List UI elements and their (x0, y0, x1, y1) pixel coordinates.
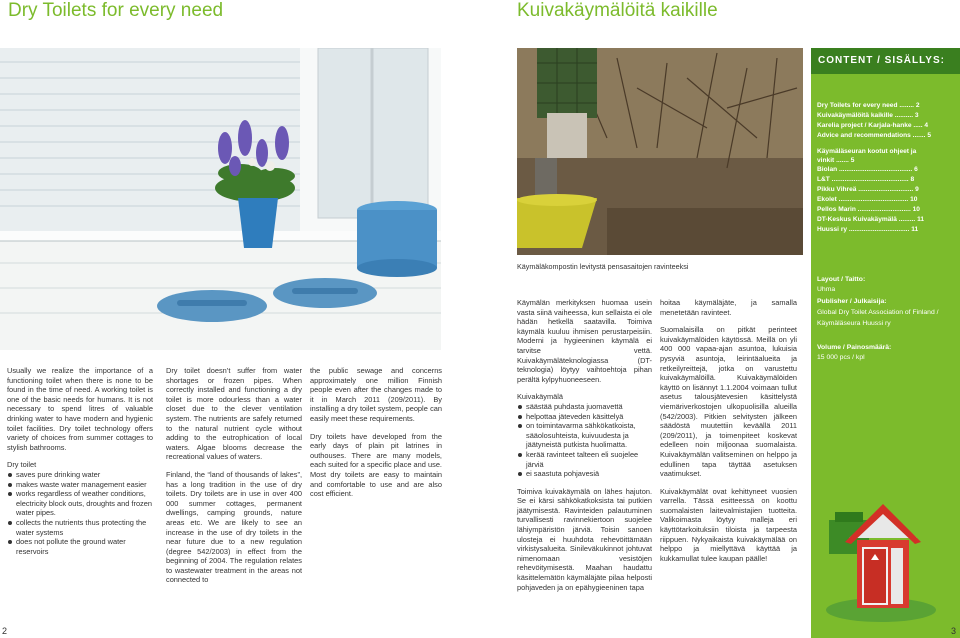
contents-sidebar (811, 48, 960, 638)
list-item: collects the nutrients thus protecting the water systems (7, 518, 153, 537)
publication-info (817, 275, 955, 363)
paragraph: Dry toilet doesn’t suffer from water shortages or frozen pipes. When correctly installed and functioning a dry toilet is more odourless than a water closet due to the clever ventilation system. The nutrients are safely returned to the natural nutrient cycle without adding to the eutrophication of local waters. Algae blooms decrease the recreational values of waters. (166, 366, 302, 462)
toc-item[interactable]: L&T .......................................... 8 (817, 176, 915, 183)
toc-item[interactable]: DT-Keskus Kuivakäymälä ......... 11 (817, 216, 925, 223)
list-intro: Dry toilet (7, 460, 37, 470)
toc-item[interactable]: Biolan ........................................ 6 (817, 166, 918, 173)
list-item: does not pollute the ground water reservoirs (7, 537, 153, 556)
publisher-value: Global Dry Toilet Association of Finland / Käymäläseura Huussi ry (817, 309, 939, 327)
list-item: on toimintavarma sähkökatkoista, sääolosuhteista, kuivuudesta ja jäätyneistä putkista huolimatta. (517, 421, 652, 450)
benefits-list (7, 470, 153, 556)
toc-item[interactable]: Huussi ry ................................. 11 (817, 226, 919, 233)
list-item: säästää puhdasta juomavettä (517, 402, 652, 412)
text-column-1 (7, 366, 153, 556)
text-column-3 (310, 366, 442, 507)
list-item: makes waste water management easier (7, 480, 153, 490)
toc-item[interactable]: Pikku Vihreä .............................. 9 (817, 186, 919, 193)
paragraph: Dry toilets have developed from the early days of plain pit latrines in outhouses. There are many models, each suited for a specific place and use. Most dry toilets are easy to maintain and comfortable to use and are also cost efficient. (310, 431, 442, 499)
benefits-list (517, 402, 652, 479)
text-column-5 (660, 298, 797, 571)
list-item: works regardless of weather conditions, electricity block outs, droughts and frozen water pipes. (7, 489, 153, 518)
photo-caption: Käymäläkompostin levitystä pensasaitojen ravinteeksi (517, 262, 689, 271)
toc-item[interactable]: Dry Toilets for every need ........ 2 (817, 102, 920, 109)
paragraph: Käymälän merkityksen huomaa usein vasta siinä vaiheessa, kun sellaista ei ole hädän hetkellä saatavilla. Toimiva käymälä kuuluu ihmisen perustarpeisiin. Moderni ja hygieeninen käymälä ei tarvitse vettä. Kuivakäymäläteknologiassa (DT- teknologia) löytyy vaihtoehtoja pihan perältä kylpyhuoneeseen. (517, 298, 652, 384)
layout-value: Uhma (817, 286, 836, 293)
outhouse-illustration (821, 468, 941, 628)
volume-value: 15 000 pcs / kpl (817, 354, 865, 361)
page-number-right: 3 (951, 626, 957, 636)
toc-item[interactable]: Ekolet ...................................... 10 (817, 196, 918, 203)
text-column-2 (166, 366, 302, 593)
intro-paragraph: Usually we realize the importance of a functioning toilet when there is none to be found in the time of need. A working toilet is one of the basic needs for humans. It is not necessary to spend litres of valuable drinking water to have modern and hygienic toilet facilities. Dry toilet technology offers variety of choices from summer cottages to stylish bathrooms. (7, 366, 153, 452)
paragraph: the public sewage and concerns approximately one million Finnish people even after the changes made to it in March 2011 (209/2011). By installing a dry toilet system, people can easily meet these requirements. (310, 366, 442, 423)
paragraph: Finland, the “land of thousands of lakes”, has a long tradition in the use of dry toilets. Dry toilets are in use in over 400 000 summer cottages, permanent dwellings, camping grounds, nature areas etc. We are likely to see an increase in the use of dry toilets in the near future due to a new regulation (degree 542/2003) in effect from the beginning of 2004. The regulation relates to wastewater treatment in the areas not connected to (166, 469, 302, 585)
toc-item[interactable]: Advice and recommendations ....... 5 (817, 132, 931, 139)
left-page-title: Dry Toilets for every need (8, 0, 224, 21)
text-column-4 (517, 298, 652, 600)
list-intro: Kuivakäymälä (517, 392, 564, 402)
contents-list (817, 101, 953, 235)
paragraph: hoitaa käymäläjäte, ja samalla menetetään ravinteet. (660, 298, 797, 317)
toc-item[interactable]: Kuivakäymälöitä kaikille .......... 3 (817, 112, 919, 119)
paragraph: Suomalaisilla on pitkät perinteet kuivakäymälöiden käytössä. Meillä on yli 400 000 vapaa-ajan asuntoa, lukuisia pysyviä asuntoja, leirintäalueita ja retkeilyreittejä, jotka on varustettu kuivakäymälöillä. Kuivakäymälöiden käyttö on lisännyt 1.1.2004 voimaan tullut asetus talousjätevesien käsittelystä viemäriverkostojen ulkopuolisilla alueilla (542/2003). Pitkien selvitysten jälkeen säädöstä muutettiin keväällä 2011 (209/2011), ja toimenpiteet koskevat edelleen noin miljoonaa suomalaista. Kuivakäymälän valitseminen on helppo ja edullinen tapa täyttää asetuksen vaatimukset. (660, 325, 797, 479)
toc-item[interactable]: Pellos Marin ............................. 10 (817, 206, 920, 213)
list-item: saves pure drinking water (7, 470, 153, 480)
paragraph: Toimiva kuivakäymälä on lähes hajuton. Se ei kärsi sähkökatkoksista tai putkien jäätymisestä. Ravinteiden palautuminen turvallisesti ravinnekiertoon suojelee lähiympäristön järviä. Toisin sanoen uloste​ja ei huuhdota rehevöittämään virkistysalueita. Sinilevä​kukinnot johtuvat nimenomaan vesistöjen rehevöitymisestä. Maahan haudattu käsittelemätön käymäläjäte pilaa helposti pohjaveden ja on epähygieeninen tapa (517, 486, 652, 592)
list-item: ei saastuta pohjavesiä (517, 469, 652, 479)
cottage-toilet-photo (0, 48, 441, 350)
compost-spreading-photo (517, 48, 803, 255)
layout-label: Layout / Taitto: (817, 276, 866, 283)
toc-item[interactable]: Käymäläseuran kootut ohjeet ja vinkit ....... 5 (817, 148, 917, 164)
list-item: kerää ravinteet talteen eli suojelee järviä (517, 450, 652, 469)
publisher-label: Publisher / Julkaisija: (817, 298, 887, 305)
volume-label: Volume / Painosmäärä: (817, 344, 892, 351)
list-item: helpottaa jäteveden käsittelyä (517, 412, 652, 422)
right-page-title: Kuivakäymälöitä kaikille (517, 0, 718, 21)
contents-heading: CONTENT / SISÄLLYS: (811, 48, 960, 74)
paragraph: Kuivakäymälät ovat kehittyneet vuosien varrella. Tässä esitteessä on koottu suomalaisten laitevalmistajien tuotteita. Valikoimasta löytyy malleja eri käyttötarkoituksiin tiloista ja tarpeesta riippuen. Nykyaikaista kuivakäymälää on helppo ja miellyttävä käyttää ja kukkamullat tulee kaupan päälle! (660, 486, 797, 563)
toc-item[interactable]: Karelia project / Karjala-hanke ..... 4 (817, 122, 929, 129)
page-number-left: 2 (2, 626, 8, 636)
